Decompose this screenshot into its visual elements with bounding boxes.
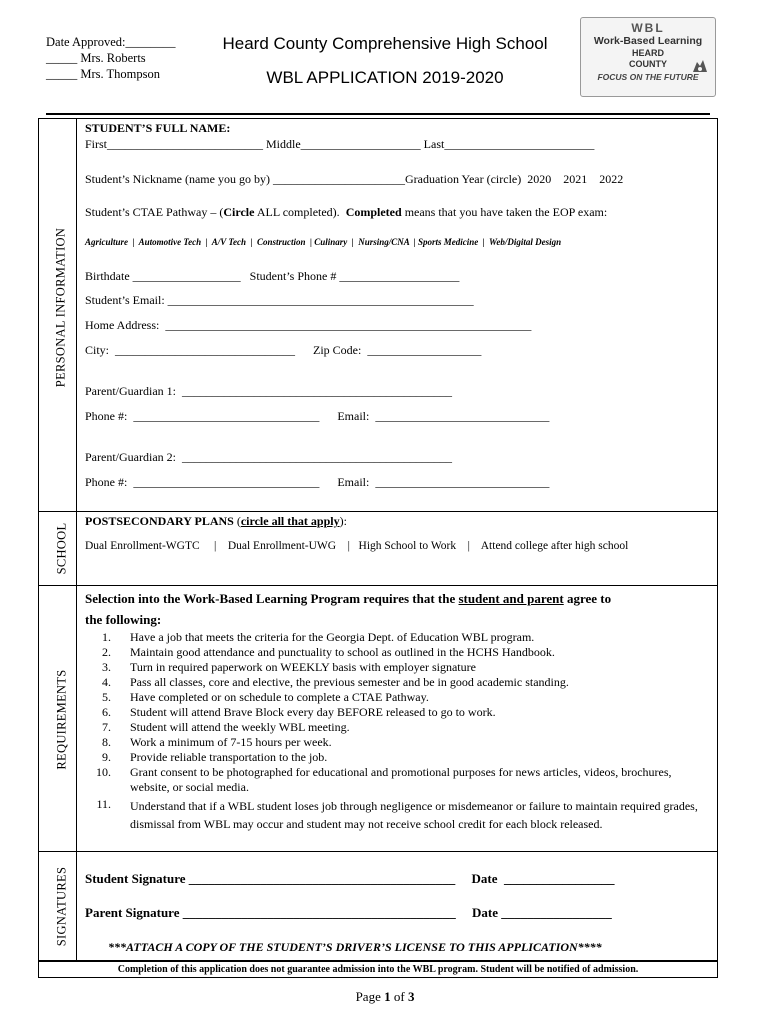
list-item: 9. Provide reliable transportation to the job.: [102, 750, 328, 764]
pathway-post-text: means that you have taken the EOP exam:: [401, 205, 608, 219]
requirements-intro: [85, 591, 611, 607]
application-title: WBL APPLICATION 2019-2020: [266, 68, 504, 87]
pathway-completed-text: Completed: [345, 205, 402, 219]
logo-work-based-text: Work-Based Learning: [593, 35, 703, 47]
section-label-signatures: SIGNATURES: [54, 866, 69, 947]
logo-county-text: COUNTY: [629, 59, 667, 69]
item11-number: 11.: [96, 797, 111, 811]
postsecondary-plans-label: [85, 514, 347, 529]
list-item: 3. Turn in required paperwork on WEEKLY basis with employer signature: [102, 660, 476, 674]
attach-license-note: ***ATTACH A COPY OF THE STUDENT’S DRIVER’S LICENSE TO THIS APPLICATION****: [108, 940, 602, 954]
plans-label-text: POSTSECONDARY PLANS: [85, 514, 234, 528]
list-item: 7. Student will attend the weekly WBL meeting.: [102, 720, 350, 734]
plans-paren-open: (: [233, 514, 241, 528]
student-signature-field[interactable]: Student Signature _________________________________________ Date _________________: [85, 871, 615, 886]
page-number: Page 1 of 3: [355, 989, 415, 1004]
list-item: 8. Work a minimum of 7-15 hours per week.: [102, 735, 332, 749]
pathway-circle-text: Circle: [223, 205, 255, 219]
school-name: Heard County Comprehensive High School: [222, 34, 548, 53]
list-item: 5. Have completed or on schedule to complete a CTAE Pathway.: [102, 690, 429, 704]
nickname-grad-year-field[interactable]: Student’s Nickname (name you go by) ______________________Graduation Year (circle) 2020 2021 2022: [85, 172, 624, 186]
item11-text: Understand that if a WBL student loses job through negligence or misdemeanor or failure to maintain required grades, dismissal from WBL may occur and student may not receive school credit for each block released.: [130, 799, 698, 831]
list-item: 6. Student will attend Brave Block every day BEFORE released to go to work.: [102, 705, 496, 719]
list-item: 2. Maintain good attendance and punctuality to school as outlined in the HCHS Handbook.: [102, 645, 555, 659]
section-divider-signatures: [38, 851, 718, 852]
approval-roberts-line: _____ Mrs. Roberts: [46, 51, 146, 65]
pathway-pre-text: Student’s CTAE Pathway – (: [85, 205, 224, 219]
section-divider-school: [38, 511, 718, 512]
ctae-pathway-instruction: [85, 205, 607, 220]
intro-post-text: agree to: [563, 591, 612, 606]
list-item: [85, 797, 705, 833]
section-divider-requirements: [38, 585, 718, 586]
mascot-icon: [691, 58, 709, 74]
list-item: 10. Grant consent to be photographed for educational and promotional purposes for news articles, videos, brochures, website, or social media.: [96, 765, 672, 794]
section-label-personal: PERSONAL INFORMATION: [53, 227, 68, 388]
parent-signature-field[interactable]: Parent Signature __________________________________________ Date _________________: [85, 905, 612, 920]
requirements-list: [85, 630, 710, 795]
full-name-label: STUDENT’S FULL NAME:: [85, 121, 231, 135]
section-label-school: SCHOOL: [54, 522, 69, 575]
guardian2-phone-email-field[interactable]: Phone #: _______________________________ Email: _____________________________: [85, 475, 550, 489]
pathway-options[interactable]: Agriculture | Automotive Tech | A/V Tech | Construction | Culinary | Nursing/CNA | Sports Medicine | Web/Digital Design: [85, 237, 562, 247]
section-label-requirements: REQUIREMENTS: [54, 669, 69, 770]
approval-date-line: Date Approved:________: [46, 35, 176, 49]
guardian1-field[interactable]: Parent/Guardian 1: _____________________________________________: [85, 384, 452, 398]
intro-underline-text: student and parent: [458, 591, 564, 606]
name-field[interactable]: First__________________________ Middle____________________ Last_________________________: [85, 137, 595, 151]
guardian2-field[interactable]: Parent/Guardian 2: _____________________________________________: [85, 450, 452, 464]
logo-wbl-text: WBL: [631, 21, 665, 35]
plans-paren-close: ):: [339, 514, 347, 528]
student-email-field[interactable]: Student’s Email: ___________________________________________________: [85, 293, 474, 307]
section-label-divider: [76, 118, 77, 961]
admission-disclaimer: Completion of this application does not guarantee admission into the WBL program. Student will be notified of admission.: [38, 961, 718, 978]
plans-circle-text: circle all that apply: [240, 514, 340, 528]
list-item: 4. Pass all classes, core and elective, the previous semester and be in good academic standing.: [102, 675, 569, 689]
requirements-intro-line2: the following:: [85, 612, 162, 627]
postsecondary-options[interactable]: Dual Enrollment-WGTC | Dual Enrollment-UWG | High School to Work | Attend college after high school: [85, 540, 629, 552]
header-rule: [46, 113, 710, 115]
approval-thompson-line: _____ Mrs. Thompson: [46, 67, 161, 81]
birthdate-phone-field[interactable]: Birthdate __________________ Student’s Phone # ____________________: [85, 269, 460, 283]
wbl-logo: [580, 17, 716, 97]
list-item: 1. Have a job that meets the criteria for the Georgia Dept. of Education WBL program.: [102, 630, 535, 644]
logo-tagline-text: FOCUS ON THE FUTURE: [597, 72, 699, 82]
approval-block: [46, 34, 176, 82]
home-address-field[interactable]: Home Address: _____________________________________________________________: [85, 318, 532, 332]
pathway-mid-text: ALL completed).: [254, 205, 346, 219]
logo-heard-text: HEARD: [631, 48, 664, 58]
intro-pre-text: Selection into the Work-Based Learning Program requires that the: [85, 591, 459, 606]
city-zip-field[interactable]: City: ______________________________ Zip Code: ___________________: [85, 343, 482, 357]
guardian1-phone-email-field[interactable]: Phone #: _______________________________ Email: _____________________________: [85, 409, 550, 423]
